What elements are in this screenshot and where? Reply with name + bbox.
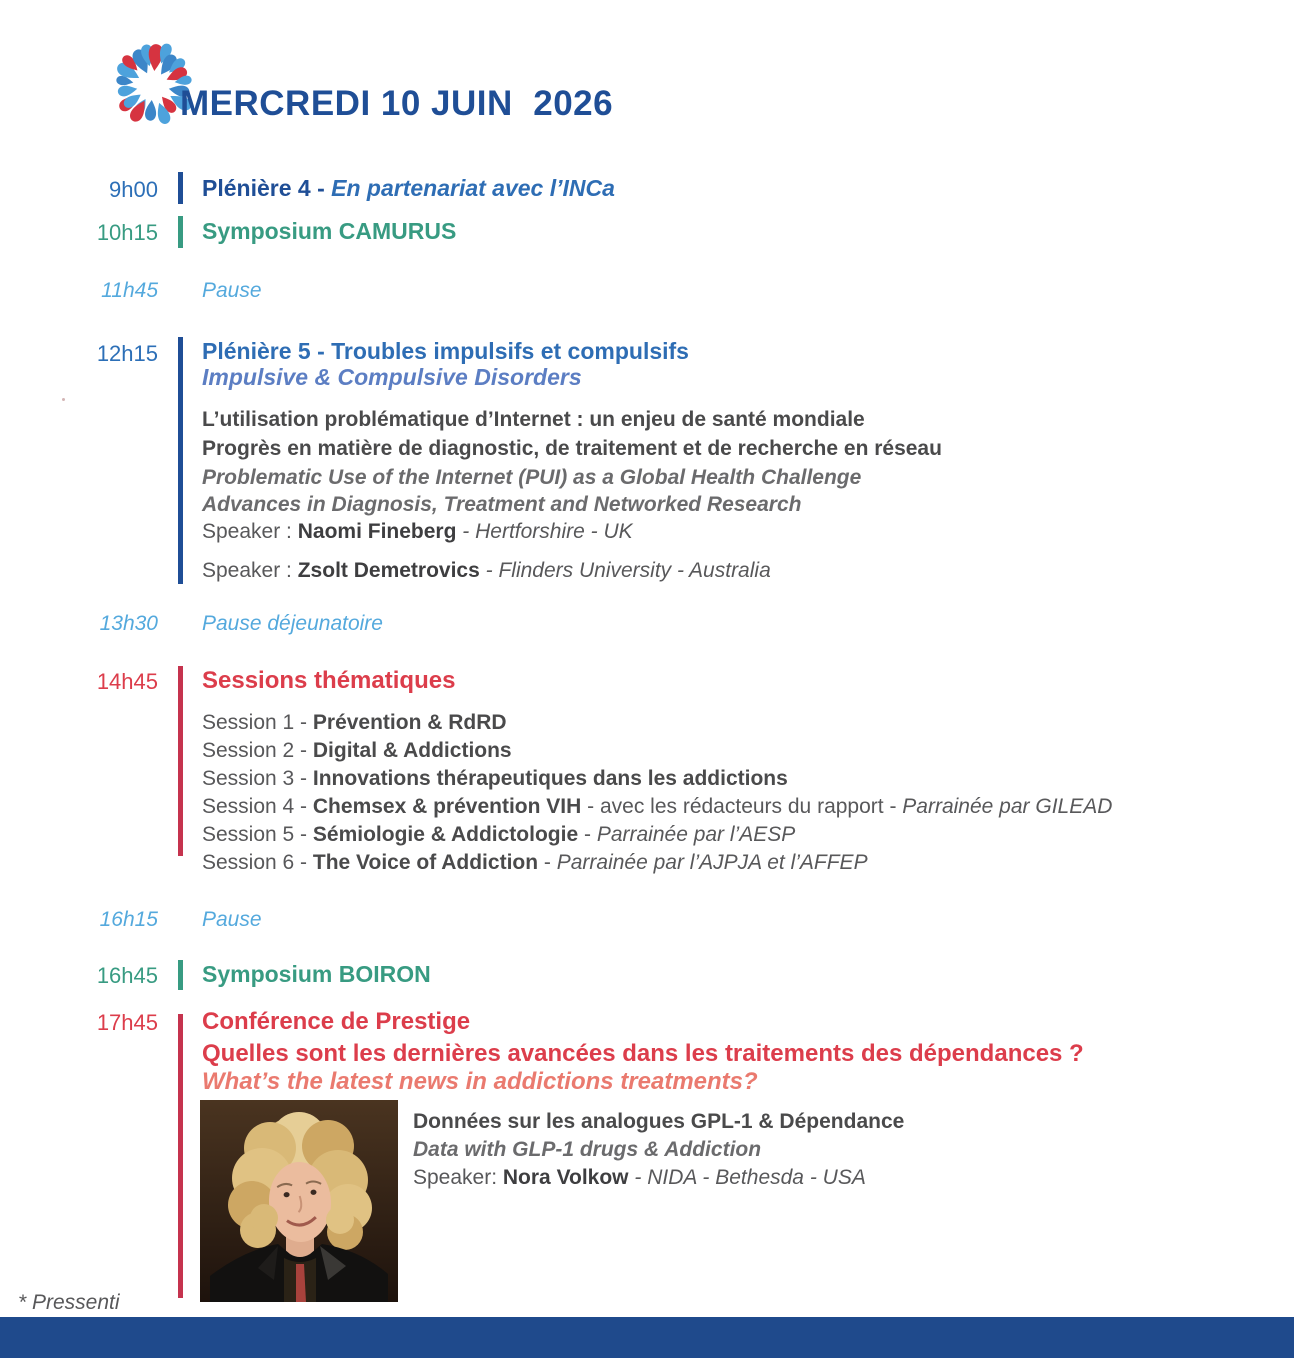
session-5-mid: - xyxy=(578,823,597,846)
session-item-2 xyxy=(202,739,512,763)
event-title-camurus: Symposium CAMURUS xyxy=(202,218,457,244)
pleniere-4-title-text: Plénière 4 - xyxy=(202,175,332,201)
pleniere-5-topic-fr-2: Progrès en matière de diagnostic, de traitement et de recherche en réseau xyxy=(202,437,942,460)
time-pause-3: 16h15 xyxy=(99,908,158,931)
prestige-talk-en: Data with GLP-1 drugs & Addiction xyxy=(413,1138,762,1161)
prestige-question-en: What’s the latest news in addictions treatments? xyxy=(202,1068,758,1095)
event-title-pleniere-4 xyxy=(202,175,615,202)
prestige-speaker-name: Nora Volkow xyxy=(502,1166,629,1189)
session-4-sponsor: Parrainée par GILEAD xyxy=(902,795,1113,818)
session-4-mid: - avec les rédacteurs du rapport - xyxy=(581,795,903,818)
event-bar-prestige xyxy=(178,1014,183,1298)
pause-1-label: Pause xyxy=(202,279,262,302)
time-pleniere-5: 12h15 xyxy=(96,341,158,366)
sessions-title: Sessions thématiques xyxy=(202,667,456,694)
event-bar-camurus xyxy=(178,216,183,248)
event-bar-boiron xyxy=(178,960,183,990)
time-pause-2: 13h30 xyxy=(99,612,158,635)
time-prestige: 17h45 xyxy=(96,1010,158,1035)
session-5-sponsor: Parrainée par l’AESP xyxy=(596,823,796,846)
stray-mark xyxy=(62,398,65,401)
session-4-prefix: Session 4 - xyxy=(202,795,313,818)
pleniere-5-topic-en-2: Advances in Diagnosis, Treatment and Networked Research xyxy=(202,493,802,516)
session-1-prefix: Session 1 - xyxy=(202,711,313,734)
pause-2-label: Pause déjeunatoire xyxy=(202,612,383,635)
speaker-2-affiliation: - Flinders University - Australia xyxy=(479,559,771,582)
session-5-topic: Sémiologie & Addictologie xyxy=(312,823,579,846)
speaker-1-name: Naomi Fineberg xyxy=(297,520,457,543)
prestige-title: Conférence de Prestige xyxy=(202,1008,471,1035)
speaker-2-prefix: Speaker : xyxy=(202,559,298,582)
session-6-mid: - xyxy=(538,851,557,874)
speaker-2-name: Zsolt Demetrovics xyxy=(297,559,480,582)
prestige-question-fr: Quelles sont les dernières avancées dans les traitements des dépendances ? xyxy=(202,1040,1084,1067)
session-5-prefix: Session 5 - xyxy=(202,823,313,846)
pleniere-4-partner-text: En partenariat avec l’INCa xyxy=(331,175,615,201)
session-2-prefix: Session 2 - xyxy=(202,739,313,762)
speaker-1-prefix: Speaker : xyxy=(202,520,298,543)
session-item-1 xyxy=(202,711,507,735)
event-bar-pleniere-5 xyxy=(178,337,183,584)
prestige-speaker-affiliation: - NIDA - Bethesda - USA xyxy=(628,1166,866,1189)
event-title-boiron: Symposium BOIRON xyxy=(202,961,431,987)
pleniere-5-topic-en-1: Problematic Use of the Internet (PUI) as a Global Health Challenge xyxy=(202,466,862,489)
time-pause-1: 11h45 xyxy=(101,279,158,302)
pleniere-5-speaker-1 xyxy=(202,520,633,544)
time-camurus: 10h15 xyxy=(96,220,158,245)
session-3-prefix: Session 3 - xyxy=(202,767,313,790)
session-item-4 xyxy=(202,795,1112,819)
time-sessions: 14h45 xyxy=(96,669,158,694)
session-6-prefix: Session 6 - xyxy=(202,851,313,874)
prestige-speaker xyxy=(413,1166,866,1190)
footnote-pressenti: * Pressenti xyxy=(18,1291,120,1314)
session-6-sponsor: Parrainée par l’AJPJA et l’AFFEP xyxy=(556,851,868,874)
pleniere-5-title: Plénière 5 - Troubles impulsifs et compulsifs xyxy=(202,338,689,364)
session-3-topic: Innovations thérapeutiques dans les addictions xyxy=(312,767,788,790)
time-pleniere-4: 9h00 xyxy=(109,177,158,202)
prestige-talk-fr: Données sur les analogues GPL-1 & Dépendance xyxy=(413,1110,905,1133)
session-item-5 xyxy=(202,823,795,847)
pleniere-5-speaker-2 xyxy=(202,559,771,583)
page-title: MERCREDI 10 JUIN 2026 xyxy=(180,84,614,123)
session-item-3 xyxy=(202,767,788,791)
pleniere-5-subtitle: Impulsive & Compulsive Disorders xyxy=(202,364,582,390)
session-6-topic: The Voice of Addiction xyxy=(312,851,539,874)
session-2-topic: Digital & Addictions xyxy=(312,739,512,762)
event-bar-pleniere-4 xyxy=(178,172,183,204)
event-bar-sessions xyxy=(178,666,183,856)
fireworks-logo xyxy=(78,6,218,154)
prestige-speaker-prefix: Speaker: xyxy=(413,1166,503,1189)
session-1-topic: Prévention & RdRD xyxy=(312,711,507,734)
pause-3-label: Pause xyxy=(202,908,262,931)
session-item-6 xyxy=(202,851,868,875)
session-4-topic: Chemsex & prévention VIH xyxy=(312,795,582,818)
footer-bar xyxy=(0,1317,1294,1358)
pleniere-5-topic-fr-1: L’utilisation problématique d’Internet : un enjeu de santé mondiale xyxy=(202,408,865,431)
speaker-photo xyxy=(200,1100,398,1302)
speaker-1-affiliation: - Hertforshire - UK xyxy=(456,520,633,543)
time-boiron: 16h45 xyxy=(96,963,158,988)
